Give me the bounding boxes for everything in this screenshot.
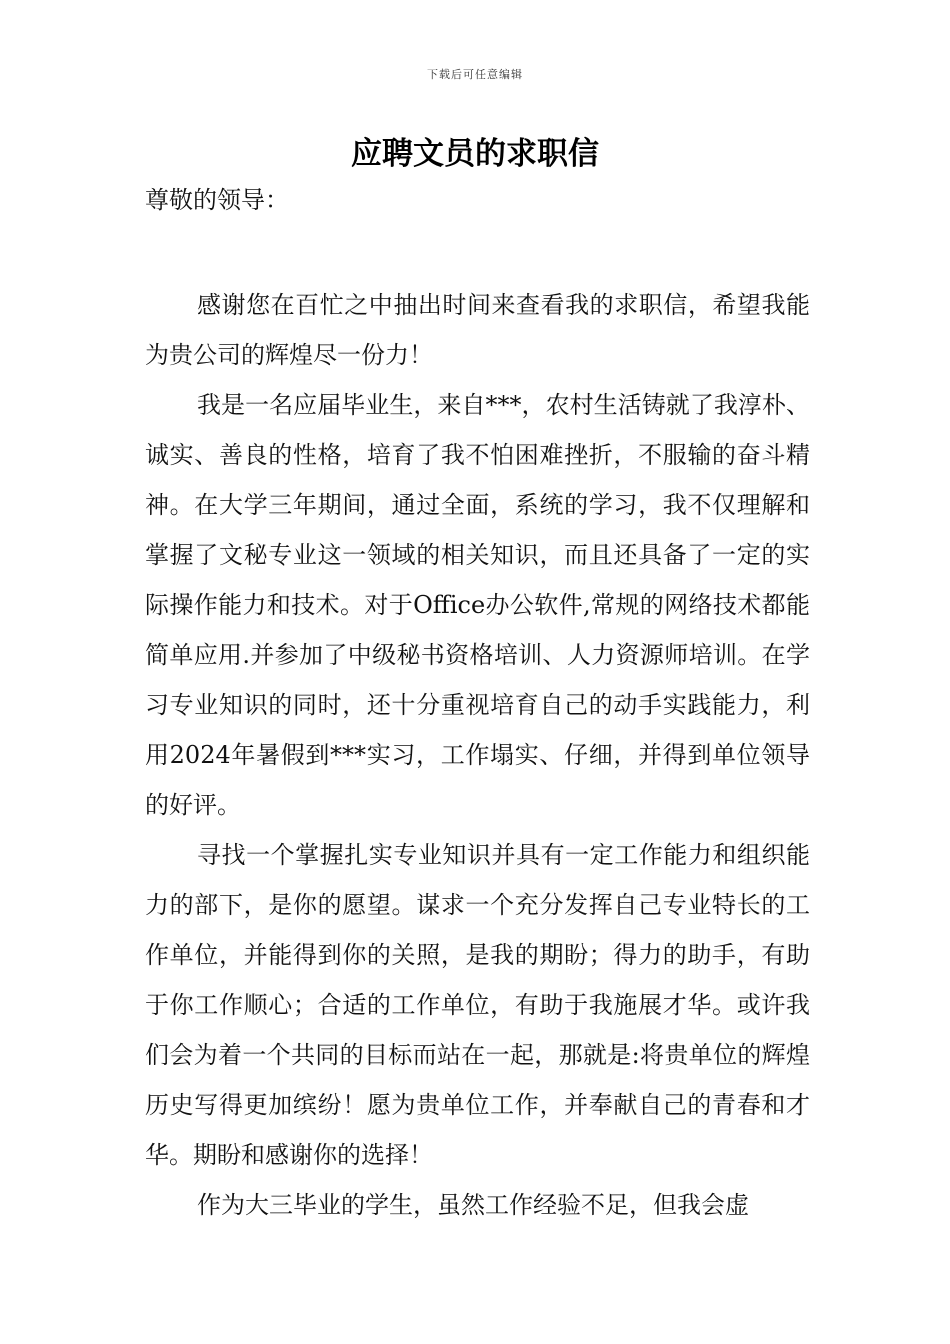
paragraph-closing: 作为大三毕业的学生，虽然工作经验不足，但我会虚 <box>197 1191 749 1219</box>
paragraph-background: 我是一名应届毕业生，来自***，农村生活铸就了我淳朴、诚实、善良的性格，培育了我不怕困难挫折，不服输的奋斗精神。在大学三年期间，通过全面，系统的学习，我不仅理解和掌握了文秘专业这一领域的相关知识，而且还具备了一定的实际操作能力和技术。对于Office办公软件,常规的网络技术都能简单应用.并参加了中级秘书资格培训、人力资源师培训。在学习专业知识的同时，还十分重视培育自己的动手实践能力，利用2024年暑假到***实习，工作塌实、仔细，并得到单位领导的好评。 <box>145 391 810 819</box>
paragraph-thanks: 感谢您在百忙之中抽出时间来查看我的求职信，希望我能为贵公司的辉煌尽一份力！ <box>145 291 810 369</box>
salutation: 尊敬的领导： <box>145 186 289 214</box>
document-title: 应聘文员的求职信 <box>351 136 599 172</box>
header-note: 下载后可任意编辑 <box>427 68 523 81</box>
letter-body <box>145 280 810 1230</box>
paragraph-aspiration: 寻找一个掌握扎实专业知识并具有一定工作能力和组织能力的部下，是你的愿望。谋求一个充分发挥自己专业特长的工作单位，并能得到你的关照，是我的期盼；得力的助手，有助于你工作顺心；合适的工作单位，有助于我施展才华。或许我们会为着一个共同的目标而站在一起，那就是:将贵单位的辉煌历史写得更加缤纷！愿为贵单位工作，并奉献自己的青春和才华。期盼和感谢你的选择！ <box>145 841 810 1169</box>
